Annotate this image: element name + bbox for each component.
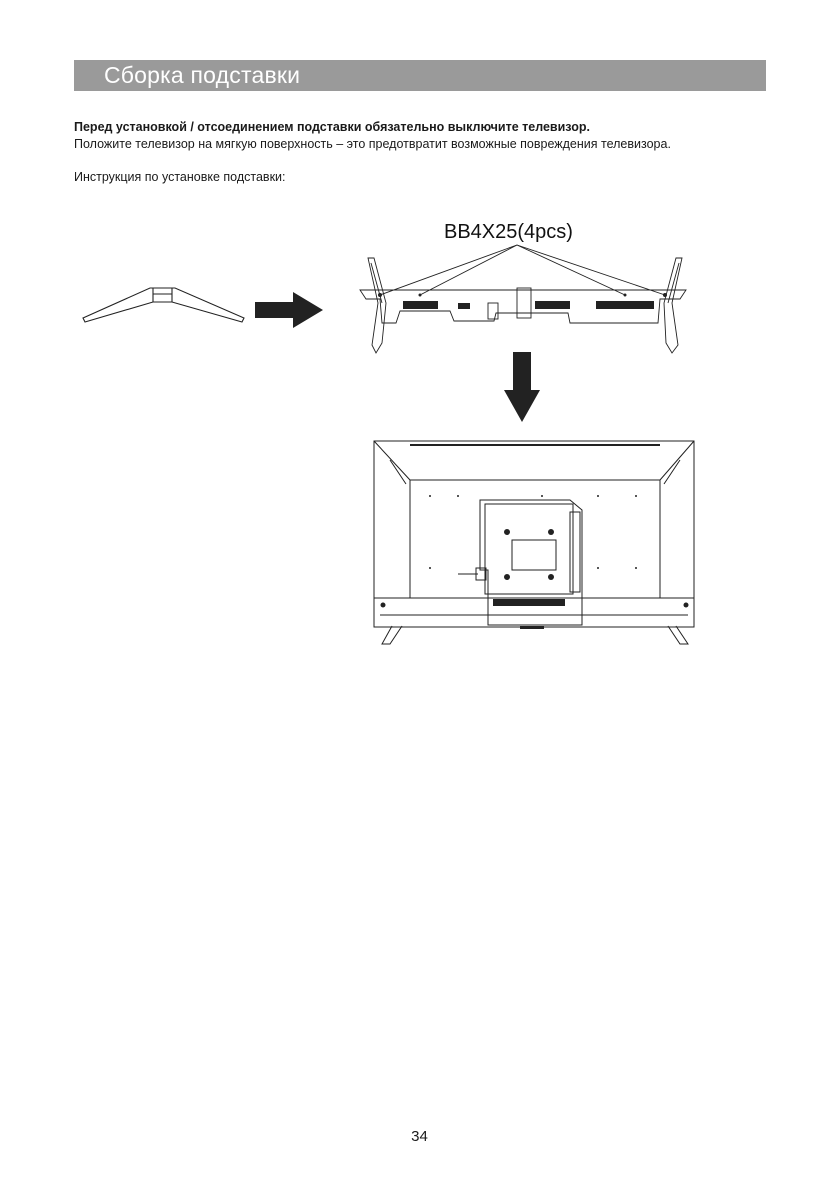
arrow-right-icon [255,292,325,332]
page-number: 34 [411,1128,428,1145]
screw-spec-label: BB4X25(4pcs) [444,221,573,243]
tv-bottom-view-illustration [360,243,690,358]
arrow-down-icon [502,352,542,424]
note-text: Положите телевизор на мягкую поверхность – это предотвратит возможные повреждения телевизора. [74,137,671,151]
section-title: Сборка подставки [74,60,766,91]
tv-rear-view-illustration [370,440,700,650]
stand-illustration [80,280,250,325]
instruction-heading: Инструкция по установке подставки: [74,170,286,184]
warning-text: Перед установкой / отсоединением подставки обязательно выключите телевизор. [74,120,590,134]
